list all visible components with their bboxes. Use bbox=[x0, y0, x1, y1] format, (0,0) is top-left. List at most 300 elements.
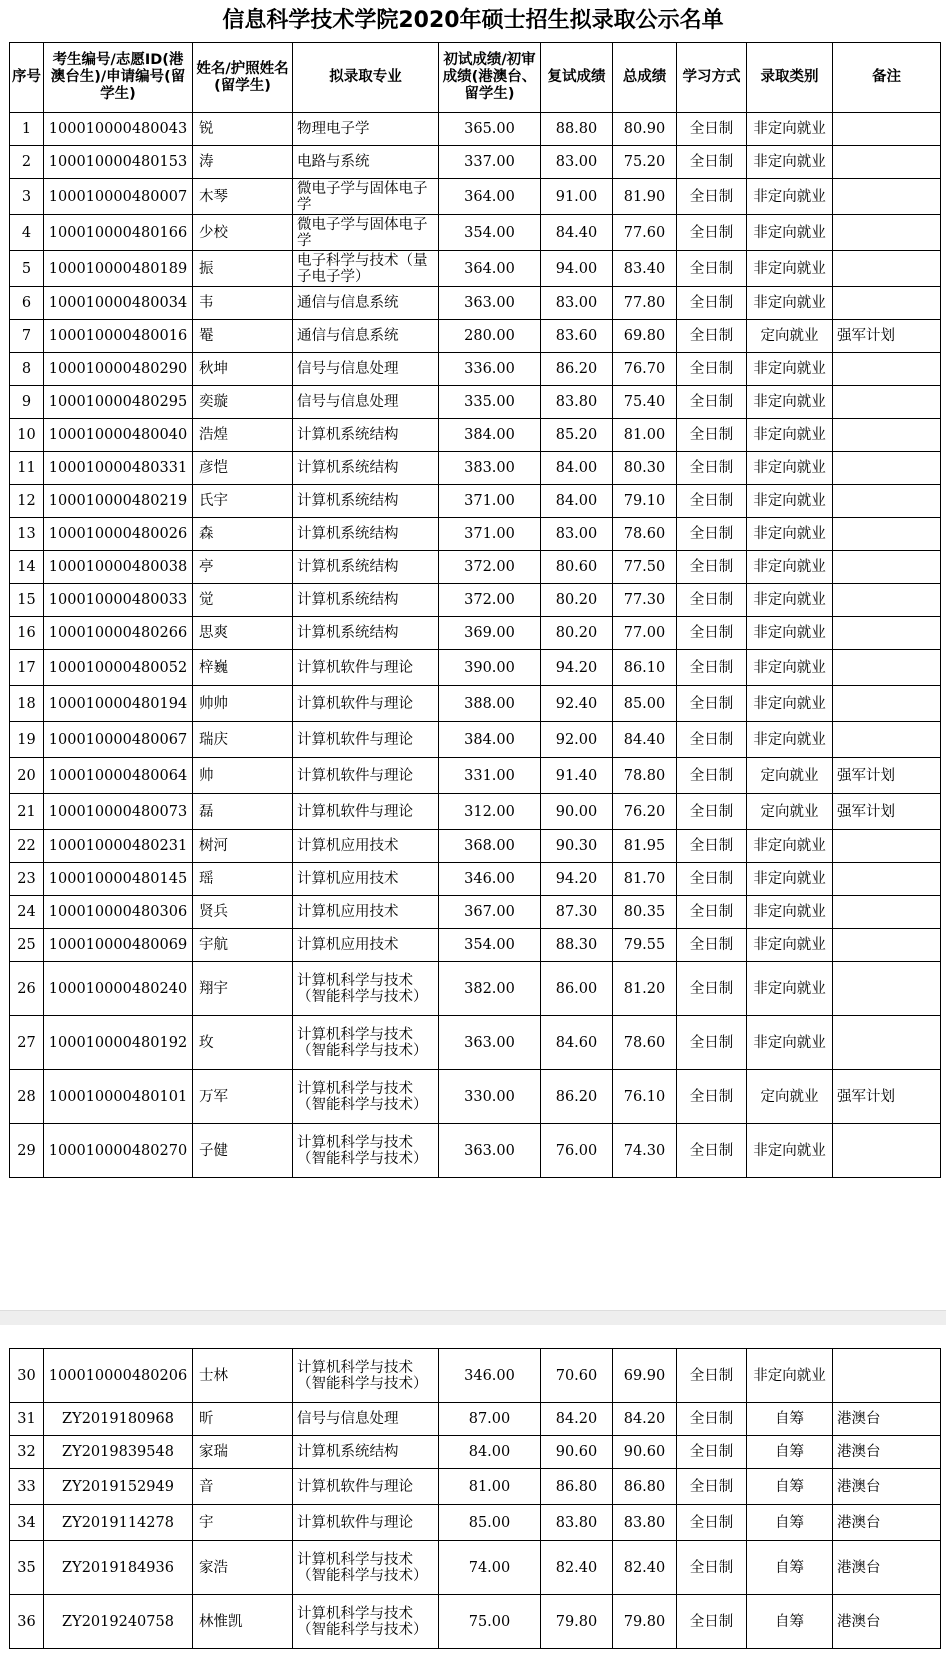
cell-total-score: 75.20 bbox=[613, 146, 677, 179]
cell-candidate-id: ZY2019839548 bbox=[44, 1436, 193, 1469]
cell-seq: 35 bbox=[10, 1541, 44, 1595]
cell-study-mode: 全日制 bbox=[677, 617, 747, 650]
cell-major: 计算机科学与技术（智能科学与技术） bbox=[293, 962, 439, 1016]
cell-retest-score: 85.20 bbox=[541, 419, 613, 452]
cell-admission-type: 定向就业 bbox=[747, 320, 833, 353]
cell-study-mode: 全日制 bbox=[677, 419, 747, 452]
cell-candidate-id: 100010000480052 bbox=[44, 650, 193, 686]
cell-name: 瑶 bbox=[193, 863, 293, 896]
cell-admission-type: 非定向就业 bbox=[747, 215, 833, 251]
cell-retest-score: 83.00 bbox=[541, 518, 613, 551]
cell-study-mode: 全日制 bbox=[677, 1403, 747, 1436]
cell-seq: 8 bbox=[10, 353, 44, 386]
cell-study-mode: 全日制 bbox=[677, 386, 747, 419]
cell-total-score: 78.80 bbox=[613, 758, 677, 794]
cell-major: 计算机软件与理论 bbox=[293, 650, 439, 686]
cell-admission-type: 定向就业 bbox=[747, 1070, 833, 1124]
cell-study-mode: 全日制 bbox=[677, 518, 747, 551]
cell-note: 港澳台 bbox=[833, 1403, 941, 1436]
cell-seq: 21 bbox=[10, 794, 44, 830]
cell-prelim-score: 346.00 bbox=[439, 1349, 541, 1403]
cell-candidate-id: 100010000480189 bbox=[44, 251, 193, 287]
cell-admission-type: 非定向就业 bbox=[747, 251, 833, 287]
cell-candidate-id: 100010000480026 bbox=[44, 518, 193, 551]
cell-name: 帅 bbox=[193, 758, 293, 794]
cell-study-mode: 全日制 bbox=[677, 113, 747, 146]
cell-major: 计算机科学与技术（智能科学与技术） bbox=[293, 1016, 439, 1070]
table-row bbox=[10, 1541, 941, 1595]
table-row bbox=[10, 419, 941, 452]
cell-study-mode: 全日制 bbox=[677, 929, 747, 962]
cell-admission-type: 非定向就业 bbox=[747, 386, 833, 419]
cell-total-score: 86.80 bbox=[613, 1469, 677, 1505]
cell-total-score: 84.40 bbox=[613, 722, 677, 758]
cell-admission-type: 定向就业 bbox=[747, 794, 833, 830]
cell-name: 森 bbox=[193, 518, 293, 551]
cell-name: 磊 bbox=[193, 794, 293, 830]
cell-total-score: 77.00 bbox=[613, 617, 677, 650]
cell-total-score: 77.60 bbox=[613, 215, 677, 251]
cell-seq: 4 bbox=[10, 215, 44, 251]
cell-note: 强军计划 bbox=[833, 794, 941, 830]
cell-total-score: 79.55 bbox=[613, 929, 677, 962]
cell-major: 信号与信息处理 bbox=[293, 353, 439, 386]
cell-name: 奕璇 bbox=[193, 386, 293, 419]
cell-note bbox=[833, 287, 941, 320]
cell-total-score: 80.90 bbox=[613, 113, 677, 146]
cell-seq: 16 bbox=[10, 617, 44, 650]
cell-prelim-score: 87.00 bbox=[439, 1403, 541, 1436]
cell-note bbox=[833, 1349, 941, 1403]
cell-prelim-score: 363.00 bbox=[439, 1016, 541, 1070]
cell-name: 韦 bbox=[193, 287, 293, 320]
cell-note bbox=[833, 551, 941, 584]
cell-admission-type: 非定向就业 bbox=[747, 1124, 833, 1178]
cell-retest-score: 83.60 bbox=[541, 320, 613, 353]
table-row bbox=[10, 1016, 941, 1070]
cell-major: 计算机系统结构 bbox=[293, 1436, 439, 1469]
cell-total-score: 81.70 bbox=[613, 863, 677, 896]
cell-study-mode: 全日制 bbox=[677, 1124, 747, 1178]
cell-seq: 33 bbox=[10, 1469, 44, 1505]
cell-seq: 31 bbox=[10, 1403, 44, 1436]
cell-name: 万军 bbox=[193, 1070, 293, 1124]
cell-retest-score: 88.30 bbox=[541, 929, 613, 962]
cell-prelim-score: 354.00 bbox=[439, 215, 541, 251]
cell-admission-type: 非定向就业 bbox=[747, 551, 833, 584]
cell-study-mode: 全日制 bbox=[677, 686, 747, 722]
cell-name: 梓巍 bbox=[193, 650, 293, 686]
cell-total-score: 75.40 bbox=[613, 386, 677, 419]
cell-admission-type: 自筹 bbox=[747, 1469, 833, 1505]
cell-retest-score: 70.60 bbox=[541, 1349, 613, 1403]
cell-candidate-id: 100010000480306 bbox=[44, 896, 193, 929]
cell-note bbox=[833, 452, 941, 485]
cell-name: 士林 bbox=[193, 1349, 293, 1403]
cell-retest-score: 83.80 bbox=[541, 1505, 613, 1541]
cell-admission-type: 非定向就业 bbox=[747, 896, 833, 929]
cell-major: 信号与信息处理 bbox=[293, 1403, 439, 1436]
cell-note bbox=[833, 896, 941, 929]
cell-total-score: 83.80 bbox=[613, 1505, 677, 1541]
cell-name: 子健 bbox=[193, 1124, 293, 1178]
cell-major: 计算机系统结构 bbox=[293, 485, 439, 518]
cell-seq: 32 bbox=[10, 1436, 44, 1469]
cell-name: 浩煌 bbox=[193, 419, 293, 452]
cell-retest-score: 80.20 bbox=[541, 617, 613, 650]
cell-retest-score: 80.60 bbox=[541, 551, 613, 584]
cell-retest-score: 86.80 bbox=[541, 1469, 613, 1505]
cell-candidate-id: ZY2019240758 bbox=[44, 1595, 193, 1649]
cell-candidate-id: 100010000480192 bbox=[44, 1016, 193, 1070]
cell-name: 彦恺 bbox=[193, 452, 293, 485]
cell-major: 计算机软件与理论 bbox=[293, 758, 439, 794]
cell-major: 通信与信息系统 bbox=[293, 287, 439, 320]
cell-prelim-score: 312.00 bbox=[439, 794, 541, 830]
cell-retest-score: 80.20 bbox=[541, 584, 613, 617]
header-total-score: 总成绩 bbox=[613, 43, 677, 113]
cell-study-mode: 全日制 bbox=[677, 215, 747, 251]
cell-total-score: 69.90 bbox=[613, 1349, 677, 1403]
cell-major: 信号与信息处理 bbox=[293, 386, 439, 419]
cell-prelim-score: 364.00 bbox=[439, 179, 541, 215]
header-id: 考生编号/志愿ID(港澳台生)/申请编号(留学生) bbox=[44, 43, 193, 113]
cell-name: 翔宇 bbox=[193, 962, 293, 1016]
cell-prelim-score: 84.00 bbox=[439, 1436, 541, 1469]
cell-retest-score: 84.00 bbox=[541, 452, 613, 485]
cell-retest-score: 91.40 bbox=[541, 758, 613, 794]
cell-total-score: 81.00 bbox=[613, 419, 677, 452]
cell-name: 觉 bbox=[193, 584, 293, 617]
cell-name: 瑞庆 bbox=[193, 722, 293, 758]
cell-note: 强军计划 bbox=[833, 1070, 941, 1124]
cell-note: 港澳台 bbox=[833, 1469, 941, 1505]
cell-admission-type: 非定向就业 bbox=[747, 113, 833, 146]
cell-total-score: 80.30 bbox=[613, 452, 677, 485]
cell-name: 振 bbox=[193, 251, 293, 287]
table-row bbox=[10, 617, 941, 650]
table-row bbox=[10, 650, 941, 686]
table-row bbox=[10, 518, 941, 551]
cell-note bbox=[833, 1124, 941, 1178]
cell-admission-type: 非定向就业 bbox=[747, 1016, 833, 1070]
cell-total-score: 69.80 bbox=[613, 320, 677, 353]
cell-total-score: 78.60 bbox=[613, 518, 677, 551]
cell-prelim-score: 363.00 bbox=[439, 287, 541, 320]
cell-total-score: 79.10 bbox=[613, 485, 677, 518]
cell-note bbox=[833, 686, 941, 722]
cell-name: 氏宇 bbox=[193, 485, 293, 518]
table-row bbox=[10, 1595, 941, 1649]
cell-seq: 29 bbox=[10, 1124, 44, 1178]
cell-retest-score: 94.00 bbox=[541, 251, 613, 287]
cell-candidate-id: 100010000480231 bbox=[44, 830, 193, 863]
page-title: 信息科学技术学院2020年硕士招生拟录取公示名单 bbox=[222, 8, 724, 33]
table-row bbox=[10, 1124, 941, 1178]
cell-total-score: 80.35 bbox=[613, 896, 677, 929]
cell-study-mode: 全日制 bbox=[677, 485, 747, 518]
cell-study-mode: 全日制 bbox=[677, 863, 747, 896]
cell-total-score: 76.20 bbox=[613, 794, 677, 830]
cell-study-mode: 全日制 bbox=[677, 551, 747, 584]
cell-admission-type: 非定向就业 bbox=[747, 419, 833, 452]
cell-study-mode: 全日制 bbox=[677, 452, 747, 485]
table-header-row bbox=[10, 43, 941, 113]
cell-total-score: 77.50 bbox=[613, 551, 677, 584]
cell-study-mode: 全日制 bbox=[677, 794, 747, 830]
cell-candidate-id: 100010000480038 bbox=[44, 551, 193, 584]
cell-retest-score: 87.30 bbox=[541, 896, 613, 929]
cell-note bbox=[833, 1016, 941, 1070]
cell-prelim-score: 369.00 bbox=[439, 617, 541, 650]
cell-note bbox=[833, 722, 941, 758]
cell-major: 计算机系统结构 bbox=[293, 551, 439, 584]
cell-note bbox=[833, 584, 941, 617]
cell-study-mode: 全日制 bbox=[677, 650, 747, 686]
cell-study-mode: 全日制 bbox=[677, 722, 747, 758]
cell-admission-type: 非定向就业 bbox=[747, 650, 833, 686]
cell-name: 少校 bbox=[193, 215, 293, 251]
cell-total-score: 74.30 bbox=[613, 1124, 677, 1178]
cell-note: 港澳台 bbox=[833, 1505, 941, 1541]
cell-total-score: 85.00 bbox=[613, 686, 677, 722]
cell-name: 帅帅 bbox=[193, 686, 293, 722]
cell-study-mode: 全日制 bbox=[677, 1505, 747, 1541]
cell-candidate-id: 100010000480240 bbox=[44, 962, 193, 1016]
header-major: 拟录取专业 bbox=[293, 43, 439, 113]
cell-prelim-score: 354.00 bbox=[439, 929, 541, 962]
cell-major: 通信与信息系统 bbox=[293, 320, 439, 353]
table-row bbox=[10, 320, 941, 353]
cell-prelim-score: 363.00 bbox=[439, 1124, 541, 1178]
table-row bbox=[10, 113, 941, 146]
cell-admission-type: 自筹 bbox=[747, 1403, 833, 1436]
cell-prelim-score: 367.00 bbox=[439, 896, 541, 929]
cell-retest-score: 83.00 bbox=[541, 146, 613, 179]
cell-study-mode: 全日制 bbox=[677, 896, 747, 929]
cell-name: 玫 bbox=[193, 1016, 293, 1070]
cell-candidate-id: ZY2019114278 bbox=[44, 1505, 193, 1541]
cell-study-mode: 全日制 bbox=[677, 758, 747, 794]
header-note: 备注 bbox=[833, 43, 941, 113]
cell-retest-score: 82.40 bbox=[541, 1541, 613, 1595]
cell-study-mode: 全日制 bbox=[677, 179, 747, 215]
cell-seq: 26 bbox=[10, 962, 44, 1016]
cell-study-mode: 全日制 bbox=[677, 1541, 747, 1595]
cell-major: 计算机软件与理论 bbox=[293, 722, 439, 758]
cell-prelim-score: 368.00 bbox=[439, 830, 541, 863]
cell-total-score: 86.10 bbox=[613, 650, 677, 686]
cell-prelim-score: 365.00 bbox=[439, 113, 541, 146]
cell-candidate-id: 100010000480073 bbox=[44, 794, 193, 830]
cell-name: 贤兵 bbox=[193, 896, 293, 929]
cell-admission-type: 非定向就业 bbox=[747, 353, 833, 386]
cell-retest-score: 94.20 bbox=[541, 863, 613, 896]
cell-total-score: 76.10 bbox=[613, 1070, 677, 1124]
cell-candidate-id: 100010000480266 bbox=[44, 617, 193, 650]
cell-total-score: 82.40 bbox=[613, 1541, 677, 1595]
cell-total-score: 79.80 bbox=[613, 1595, 677, 1649]
table-row bbox=[10, 551, 941, 584]
cell-prelim-score: 364.00 bbox=[439, 251, 541, 287]
cell-candidate-id: 100010000480295 bbox=[44, 386, 193, 419]
cell-name: 亭 bbox=[193, 551, 293, 584]
cell-retest-score: 83.80 bbox=[541, 386, 613, 419]
cell-seq: 6 bbox=[10, 287, 44, 320]
cell-note bbox=[833, 650, 941, 686]
cell-seq: 5 bbox=[10, 251, 44, 287]
cell-total-score: 77.80 bbox=[613, 287, 677, 320]
cell-study-mode: 全日制 bbox=[677, 962, 747, 1016]
cell-candidate-id: 100010000480166 bbox=[44, 215, 193, 251]
cell-admission-type: 非定向就业 bbox=[747, 830, 833, 863]
table-row bbox=[10, 758, 941, 794]
cell-major: 计算机软件与理论 bbox=[293, 686, 439, 722]
cell-total-score: 83.40 bbox=[613, 251, 677, 287]
cell-note bbox=[833, 617, 941, 650]
table-row bbox=[10, 863, 941, 896]
table-row bbox=[10, 794, 941, 830]
cell-admission-type: 非定向就业 bbox=[747, 929, 833, 962]
table-row bbox=[10, 485, 941, 518]
cell-total-score: 90.60 bbox=[613, 1436, 677, 1469]
header-prelim-score: 初试成绩/初审成绩(港澳台、留学生) bbox=[439, 43, 541, 113]
cell-prelim-score: 371.00 bbox=[439, 485, 541, 518]
cell-retest-score: 90.60 bbox=[541, 1436, 613, 1469]
header-study-mode: 学习方式 bbox=[677, 43, 747, 113]
table-row bbox=[10, 1436, 941, 1469]
cell-study-mode: 全日制 bbox=[677, 1070, 747, 1124]
cell-candidate-id: 100010000480033 bbox=[44, 584, 193, 617]
table-row bbox=[10, 1469, 941, 1505]
cell-total-score: 84.20 bbox=[613, 1403, 677, 1436]
cell-note: 强军计划 bbox=[833, 758, 941, 794]
cell-admission-type: 非定向就业 bbox=[747, 452, 833, 485]
cell-admission-type: 非定向就业 bbox=[747, 722, 833, 758]
cell-note bbox=[833, 863, 941, 896]
cell-seq: 2 bbox=[10, 146, 44, 179]
cell-note bbox=[833, 179, 941, 215]
cell-prelim-score: 335.00 bbox=[439, 386, 541, 419]
cell-prelim-score: 331.00 bbox=[439, 758, 541, 794]
cell-major: 计算机应用技术 bbox=[293, 929, 439, 962]
cell-note bbox=[833, 929, 941, 962]
cell-note bbox=[833, 251, 941, 287]
cell-major: 计算机软件与理论 bbox=[293, 1505, 439, 1541]
cell-seq: 7 bbox=[10, 320, 44, 353]
cell-prelim-score: 382.00 bbox=[439, 962, 541, 1016]
cell-major: 计算机系统结构 bbox=[293, 452, 439, 485]
cell-major: 电子科学与技术（量子电子学） bbox=[293, 251, 439, 287]
cell-seq: 28 bbox=[10, 1070, 44, 1124]
cell-seq: 11 bbox=[10, 452, 44, 485]
cell-major: 微电子学与固体电子学 bbox=[293, 215, 439, 251]
cell-seq: 15 bbox=[10, 584, 44, 617]
cell-seq: 1 bbox=[10, 113, 44, 146]
cell-seq: 14 bbox=[10, 551, 44, 584]
cell-seq: 13 bbox=[10, 518, 44, 551]
cell-admission-type: 自筹 bbox=[747, 1595, 833, 1649]
cell-prelim-score: 336.00 bbox=[439, 353, 541, 386]
cell-retest-score: 90.30 bbox=[541, 830, 613, 863]
table-row bbox=[10, 353, 941, 386]
cell-study-mode: 全日制 bbox=[677, 320, 747, 353]
table-row bbox=[10, 584, 941, 617]
cell-seq: 17 bbox=[10, 650, 44, 686]
cell-candidate-id: 100010000480101 bbox=[44, 1070, 193, 1124]
cell-seq: 34 bbox=[10, 1505, 44, 1541]
cell-candidate-id: ZY2019152949 bbox=[44, 1469, 193, 1505]
table-row bbox=[10, 929, 941, 962]
cell-retest-score: 84.60 bbox=[541, 1016, 613, 1070]
cell-study-mode: 全日制 bbox=[677, 1469, 747, 1505]
page-break bbox=[0, 1310, 946, 1325]
cell-note: 港澳台 bbox=[833, 1436, 941, 1469]
cell-candidate-id: 100010000480064 bbox=[44, 758, 193, 794]
cell-candidate-id: 100010000480219 bbox=[44, 485, 193, 518]
cell-prelim-score: 74.00 bbox=[439, 1541, 541, 1595]
cell-candidate-id: 100010000480034 bbox=[44, 287, 193, 320]
cell-prelim-score: 85.00 bbox=[439, 1505, 541, 1541]
cell-note bbox=[833, 830, 941, 863]
cell-note bbox=[833, 215, 941, 251]
cell-major: 计算机科学与技术（智能科学与技术） bbox=[293, 1595, 439, 1649]
cell-candidate-id: 100010000480043 bbox=[44, 113, 193, 146]
cell-major: 计算机科学与技术（智能科学与技术） bbox=[293, 1541, 439, 1595]
cell-major: 计算机软件与理论 bbox=[293, 794, 439, 830]
table-row bbox=[10, 830, 941, 863]
cell-name: 家瑞 bbox=[193, 1436, 293, 1469]
header-seq: 序号 bbox=[10, 43, 44, 113]
cell-seq: 22 bbox=[10, 830, 44, 863]
table-row bbox=[10, 686, 941, 722]
cell-admission-type: 非定向就业 bbox=[747, 617, 833, 650]
cell-prelim-score: 384.00 bbox=[439, 419, 541, 452]
cell-name: 涛 bbox=[193, 146, 293, 179]
cell-major: 电路与系统 bbox=[293, 146, 439, 179]
cell-major: 计算机科学与技术（智能科学与技术） bbox=[293, 1349, 439, 1403]
cell-retest-score: 92.40 bbox=[541, 686, 613, 722]
cell-total-score: 78.60 bbox=[613, 1016, 677, 1070]
cell-note bbox=[833, 485, 941, 518]
cell-total-score: 81.95 bbox=[613, 830, 677, 863]
cell-admission-type: 自筹 bbox=[747, 1505, 833, 1541]
cell-note: 港澳台 bbox=[833, 1541, 941, 1595]
cell-candidate-id: 100010000480194 bbox=[44, 686, 193, 722]
cell-candidate-id: 100010000480153 bbox=[44, 146, 193, 179]
cell-seq: 20 bbox=[10, 758, 44, 794]
cell-study-mode: 全日制 bbox=[677, 251, 747, 287]
cell-admission-type: 自筹 bbox=[747, 1541, 833, 1595]
cell-retest-score: 84.40 bbox=[541, 215, 613, 251]
cell-name: 宇航 bbox=[193, 929, 293, 962]
cell-study-mode: 全日制 bbox=[677, 1349, 747, 1403]
cell-note bbox=[833, 113, 941, 146]
cell-major: 微电子学与固体电子学 bbox=[293, 179, 439, 215]
table-row bbox=[10, 1403, 941, 1436]
cell-seq: 3 bbox=[10, 179, 44, 215]
cell-prelim-score: 346.00 bbox=[439, 863, 541, 896]
cell-name: 家浩 bbox=[193, 1541, 293, 1595]
cell-note: 强军计划 bbox=[833, 320, 941, 353]
cell-admission-type: 非定向就业 bbox=[747, 518, 833, 551]
table-row bbox=[10, 1349, 941, 1403]
cell-candidate-id: 100010000480290 bbox=[44, 353, 193, 386]
table-row bbox=[10, 962, 941, 1016]
cell-study-mode: 全日制 bbox=[677, 1436, 747, 1469]
cell-prelim-score: 372.00 bbox=[439, 551, 541, 584]
cell-retest-score: 79.80 bbox=[541, 1595, 613, 1649]
